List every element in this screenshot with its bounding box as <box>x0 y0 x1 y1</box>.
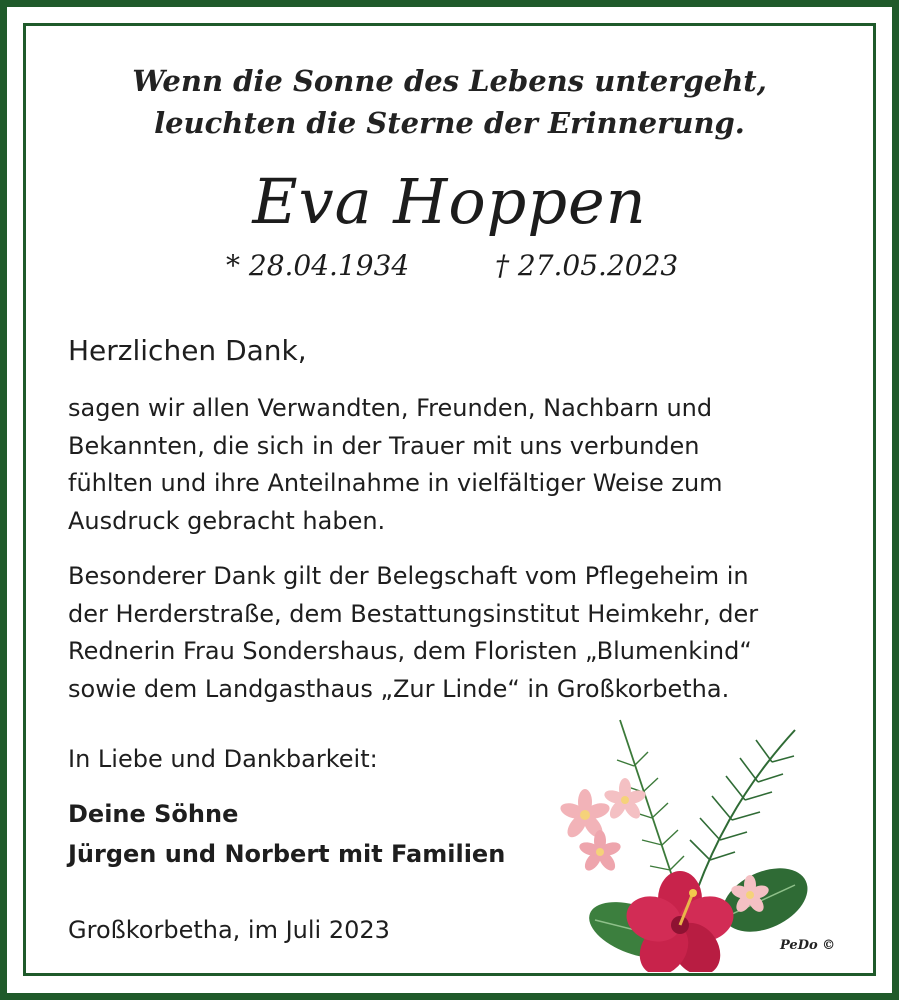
floral-decoration <box>540 700 840 972</box>
paragraph-line: Bekannten, die sich in der Trauer mit uns verbunden <box>68 431 700 460</box>
motto <box>0 60 899 144</box>
special-thanks-paragraph <box>68 558 758 708</box>
paragraph-line: Besonderer Dank gilt der Belegschaft vom Pflegeheim in <box>68 562 749 590</box>
signer-line-2: Jürgen und Norbert mit Familien <box>68 840 506 868</box>
paragraph-line: Ausdruck gebracht haben. <box>68 506 386 535</box>
paragraph-line: Rednerin Frau Sondershaus, dem Floristen „Blumenkind“ <box>68 637 752 665</box>
place-and-date: Großkorbetha, im Juli 2023 <box>68 916 390 944</box>
paragraph-line: der Herderstraße, dem Bestattungsinstitut Heimkehr, der <box>68 599 759 628</box>
artist-signature: PeDo © <box>780 938 836 953</box>
paragraph-line: sagen wir allen Verwandten, Freunden, Nachbarn und <box>68 394 713 422</box>
deceased-name: Eva Hoppen <box>252 165 647 238</box>
birth-date: * 28.04.1934 <box>226 249 410 282</box>
paragraph-line: sowie dem Landgasthaus „Zur Linde“ in Großkorbetha. <box>68 674 730 703</box>
motto-line-2: leuchten die Sterne der Erinnerung. <box>154 106 745 140</box>
signers <box>68 794 505 874</box>
hibiscus-flower-icon <box>621 871 740 972</box>
death-date: † 27.05.2023 <box>495 249 679 282</box>
closing-line: In Liebe und Dankbarkeit: <box>68 745 378 773</box>
paragraph-line: fühlten und ihre Anteilnahme in vielfältiger Weise zum <box>68 469 723 497</box>
thanks-paragraph <box>68 390 723 540</box>
signer-line-1: Deine Söhne <box>68 800 239 828</box>
greeting: Herzlichen Dank, <box>68 334 307 367</box>
motto-line-1: Wenn die Sonne des Lebens untergeht, <box>132 64 767 98</box>
